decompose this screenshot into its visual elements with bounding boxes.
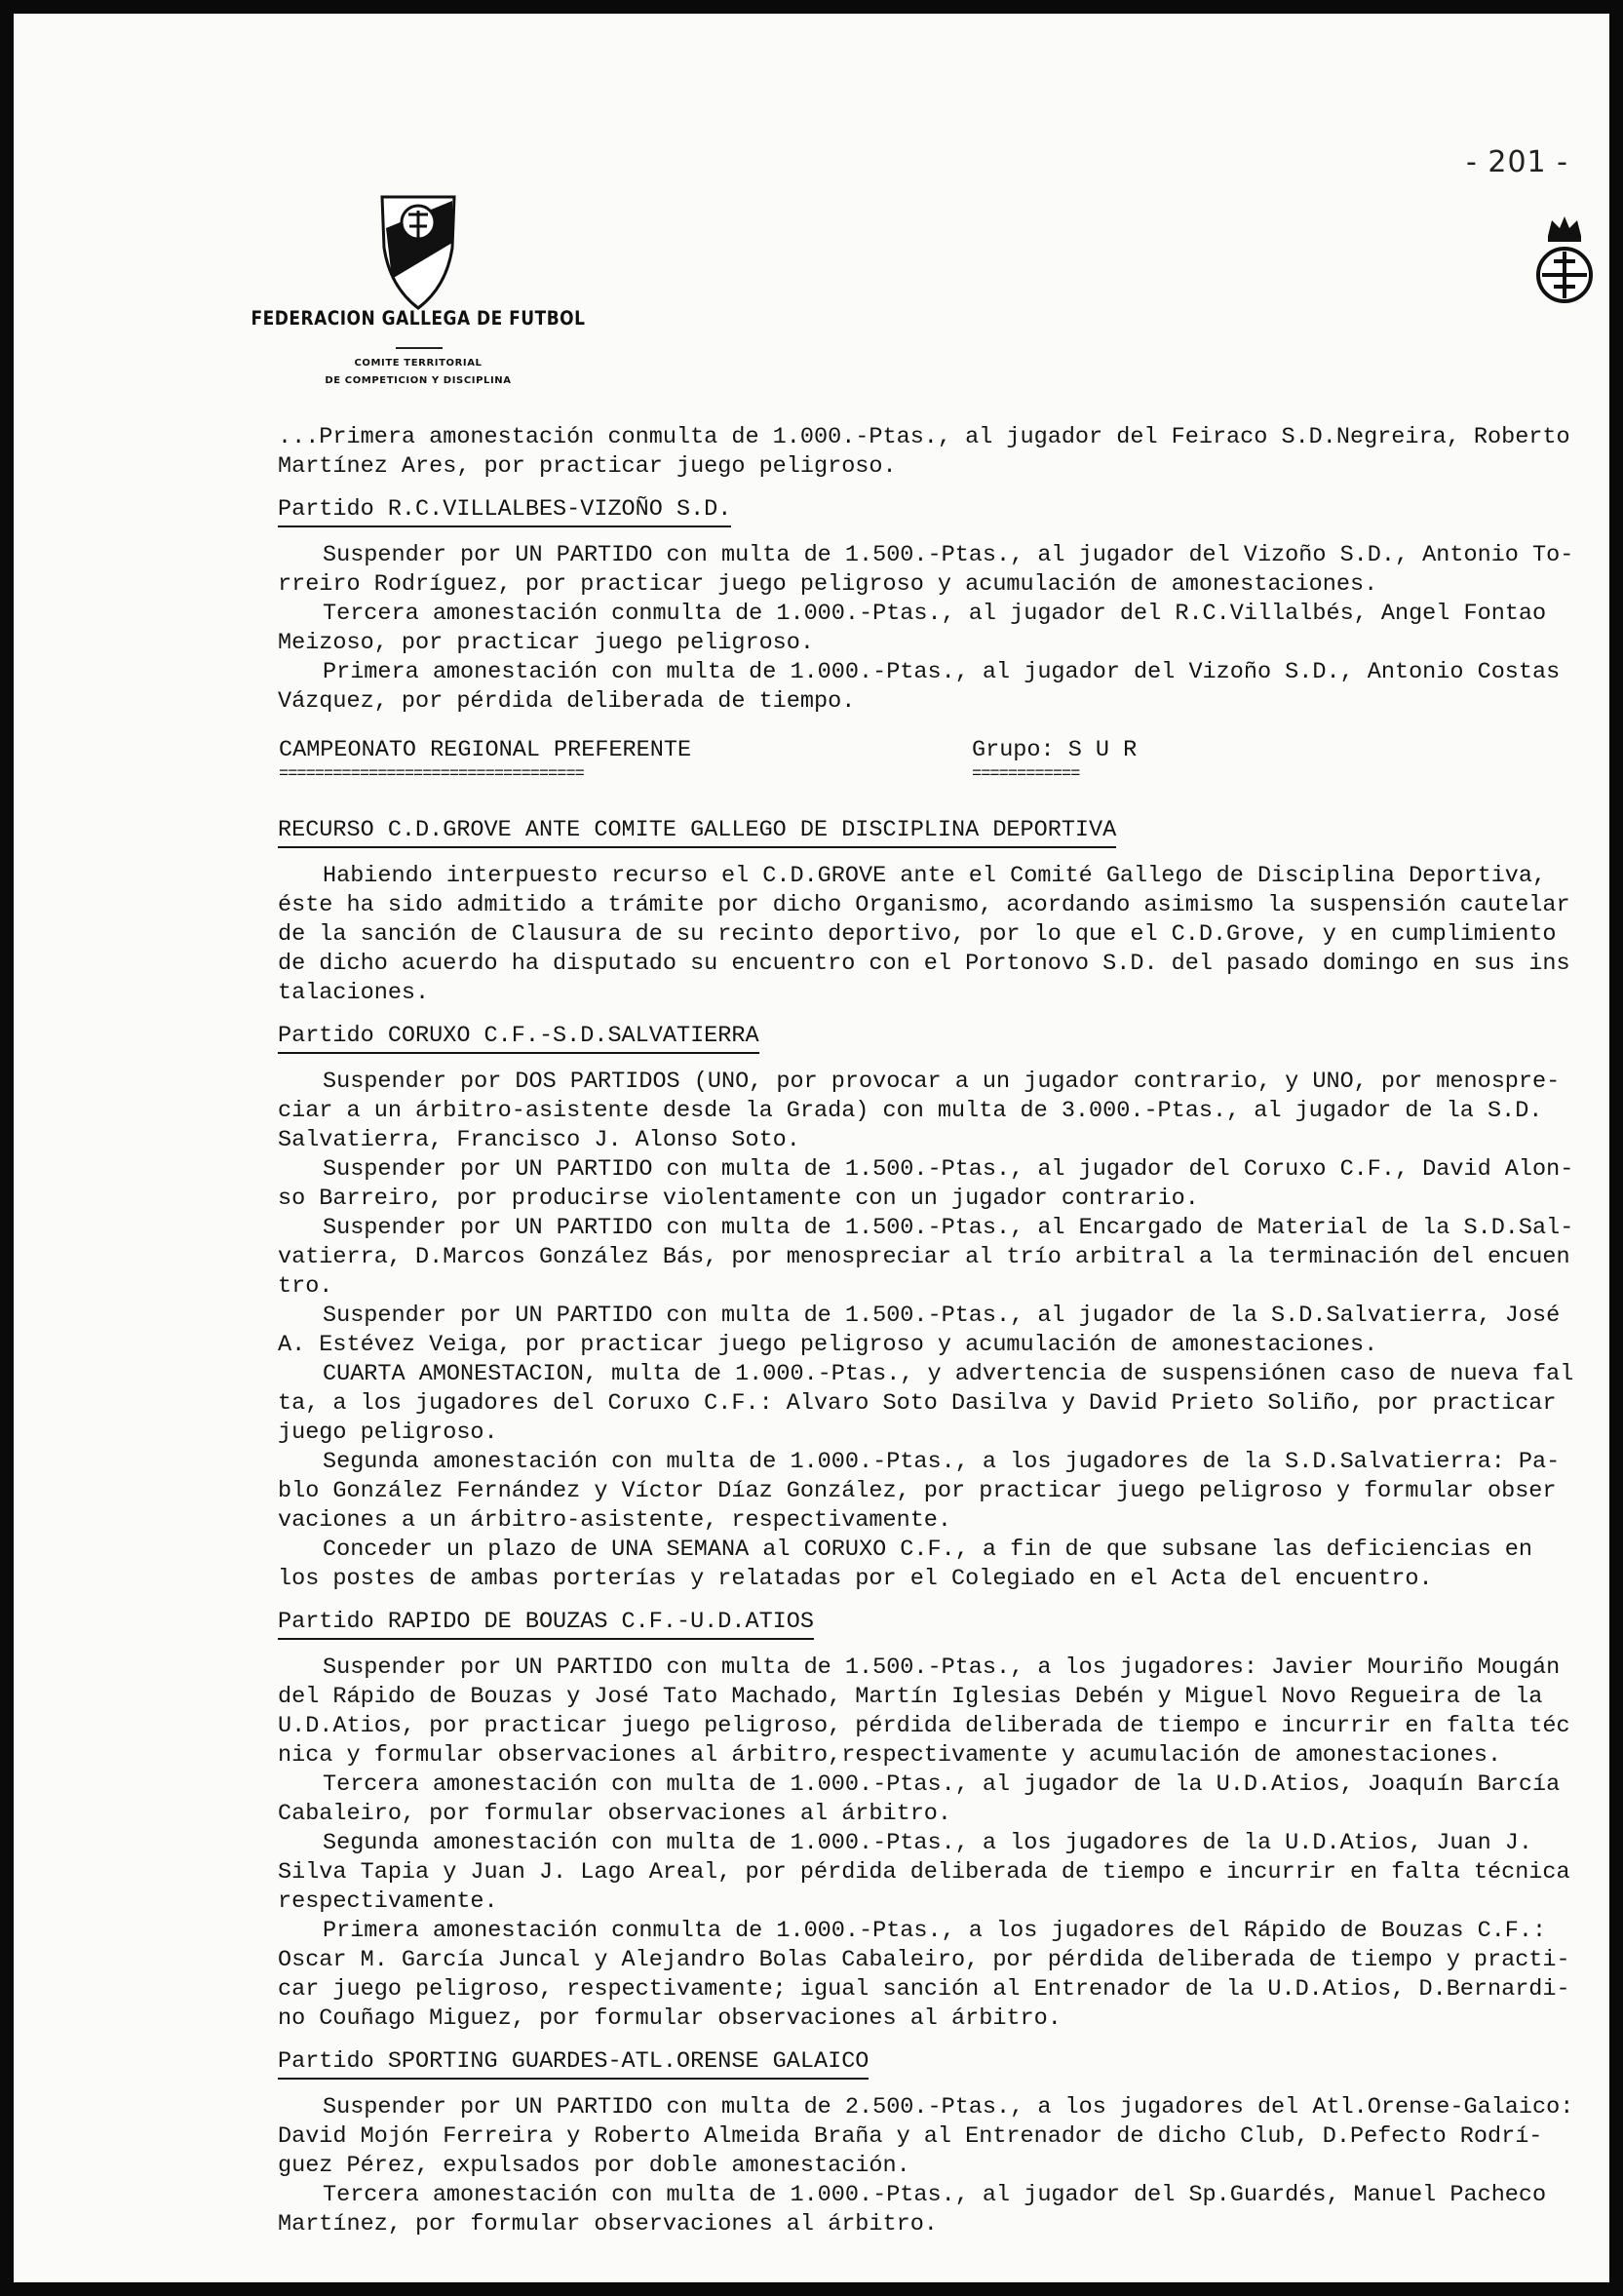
section — [278, 816, 1594, 1008]
paragraph-line: los postes de ambas porterías y relatadas por el Colegiado en el Acta del encuentro. — [278, 1566, 1433, 1592]
paragraph — [278, 1068, 1594, 1155]
championship-title: CAMPEONATO REGIONAL PREFERENTE — [279, 737, 692, 763]
paragraph-line: Tercera amonestación conmulta de 1.000.-Ptas., al jugador del R.C.Villalbés, Angel Fontao — [323, 601, 1547, 627]
paragraph — [278, 1829, 1594, 1917]
paragraph-line: Suspender por UN PARTIDO con multa de 1.500.-Ptas., al jugador del Vizoño S.D., Antonio To- — [323, 542, 1574, 568]
championship-group: Grupo: S U R — [972, 737, 1138, 763]
paragraph-line: tro. — [278, 1273, 333, 1300]
championship-title-block — [279, 736, 691, 785]
intro-line: Martínez Ares, por practicar juego peligroso. — [278, 453, 897, 480]
paragraph — [278, 1917, 1594, 2034]
paragraph-line: Suspender por UN PARTIDO con multa de 1.500.-Ptas., al jugador de la S.D.Salvatierra, José — [323, 1303, 1561, 1329]
paragraph-line: A. Estévez Veiga, por practicar juego peligroso y acumulación de amonestaciones. — [278, 1332, 1378, 1358]
paragraph-line: Segunda amonestación con multa de 1.000.-Ptas., a los jugadores de la S.D.Salvatierra: Pa- — [323, 1449, 1561, 1475]
paragraph-line: talaciones. — [278, 980, 430, 1006]
committee-line-1: COMITE TERRITORIAL — [354, 358, 483, 369]
championship-group-block — [972, 736, 1137, 785]
paragraph-line: no Couñago Miguez, por formular observaciones al árbitro. — [278, 2005, 1062, 2032]
paragraph-line: David Mojón Ferreira y Roberto Almeida Braña y al Entrenador de dicho Club, D.Pefecto Rodrí- — [278, 2123, 1543, 2150]
paragraph-line: rreiro Rodríguez, por practicar juego peligroso y acumulación de amonestaciones. — [278, 571, 1378, 598]
section-heading: Partido RAPIDO DE BOUZAS C.F.-U.D.ATIOS — [278, 1608, 814, 1640]
paragraph-line: Suspender por DOS PARTIDOS (UNO, por provocar a un jugador contrario, y UNO, por menospre- — [323, 1069, 1561, 1095]
logo-divider — [396, 347, 443, 349]
paragraph-line: del Rápido de Bouzas y José Tato Machado, Martín Iglesias Debén y Miguel Novo Regueira de la — [278, 1684, 1543, 1710]
paragraph-line: vatierra, D.Marcos González Bás, por menospreciar al trío arbitral a la terminación del encuen — [278, 1244, 1570, 1270]
federation-name: FEDERACION GALLEGA DE FUTBOL — [251, 307, 586, 331]
paragraph — [278, 541, 1594, 600]
paragraph-line: Suspender por UN PARTIDO con multa de 1.500.-Ptas., al jugador del Coruxo C.F., David Alon- — [323, 1156, 1574, 1183]
paragraph-line: U.D.Atios, por practicar juego peligroso, pérdida deliberada de tiempo e incurrir en falta téc — [278, 1713, 1570, 1739]
paragraph-line: de dicho acuerdo ha disputado su encuentro con el Portonovo S.D. del pasado domingo en sus ins — [278, 951, 1570, 977]
paragraph-line: nica y formular observaciones al árbitro,respectivamente y acumulación de amonestaciones. — [278, 1742, 1502, 1769]
committee-line-2: DE COMPETICION Y DISCIPLINA — [325, 375, 512, 386]
paragraph-line: blo González Fernández y Víctor Díaz González, por practicar juego peligroso y formular obser — [278, 1478, 1557, 1504]
section-heading: Partido CORUXO C.F.-S.D.SALVATIERRA — [278, 1022, 759, 1054]
championship-header — [278, 736, 1594, 798]
section — [278, 1608, 1594, 2034]
document-body — [278, 423, 1594, 2239]
shield-emblem-icon — [376, 189, 460, 311]
section-heading-block — [278, 1022, 1594, 1054]
paragraph — [278, 1155, 1594, 1214]
championship-group-rule: ============ — [972, 765, 1080, 784]
paragraph-line: Tercera amonestación con multa de 1.000.-Ptas., al jugador del Sp.Guardés, Manuel Pacheco — [323, 2182, 1547, 2208]
championship-title-rule: ================================== — [279, 765, 584, 784]
paragraph — [278, 1536, 1594, 1594]
paragraph-line: Habiendo interpuesto recurso el C.D.GROVE ante el Comité Gallego de Disciplina Deportiva, — [323, 863, 1547, 889]
paragraph-line: Suspender por UN PARTIDO con multa de 1.500.-Ptas., al Encargado de Material de la S.D.Sal- — [323, 1215, 1574, 1241]
section-heading-block — [278, 816, 1594, 848]
intro-paragraph — [278, 423, 1594, 482]
paragraph-line: Segunda amonestación con multa de 1.000.-Ptas., a los jugadores de la U.D.Atios, Juan J. — [323, 1830, 1533, 1856]
sections-before — [278, 495, 1594, 717]
paragraph — [278, 2181, 1594, 2239]
section-heading: Partido R.C.VILLALBES-VIZOÑO S.D. — [278, 495, 731, 527]
paragraph — [278, 1214, 1594, 1302]
section-heading-block — [278, 495, 1594, 527]
section-heading-block — [278, 1608, 1594, 1640]
paragraph-line: Martínez, por formular observaciones al árbitro. — [278, 2211, 938, 2238]
paragraph — [278, 600, 1594, 658]
section-heading: Partido SPORTING GUARDES-ATL.ORENSE GALAICO — [278, 2047, 869, 2080]
paragraph-line: car juego peligroso, respectivamente; igual sanción al Entrenador de la U.D.Atios, D.Bernardi- — [278, 1976, 1570, 2003]
section-heading-block — [278, 2047, 1594, 2080]
page-number: - 201 - — [1466, 145, 1568, 179]
section — [278, 2047, 1594, 2239]
paragraph-line: Tercera amonestación con multa de 1.000.-Ptas., al jugador de la U.D.Atios, Joaquín Barcía — [323, 1771, 1561, 1798]
paragraph-line: ta, a los jugadores del Coruxo C.F.: Alvaro Soto Dasilva y David Prieto Soliño, por practicar — [278, 1390, 1557, 1417]
paragraph-line: Cabaleiro, por formular observaciones al árbitro. — [278, 1801, 952, 1827]
paragraph-line: Suspender por UN PARTIDO con multa de 2.500.-Ptas., a los jugadores del Atl.Orense-Galaico: — [323, 2094, 1574, 2121]
paragraph — [278, 1448, 1594, 1536]
paragraph-line: Primera amonestación conmulta de 1.000.-Ptas., a los jugadores del Rápido de Bouzas C.F.: — [323, 1918, 1547, 1944]
paragraph-line: Vázquez, por pérdida deliberada de tiempo. — [278, 688, 856, 715]
paragraph — [278, 658, 1594, 717]
paragraph-line: Meizoso, por practicar juego peligroso. — [278, 630, 814, 656]
paragraph — [278, 1360, 1594, 1448]
paragraph-line: juego peligroso. — [278, 1420, 498, 1446]
paragraph-line: vaciones a un árbitro-asistente, respectivamente. — [278, 1507, 952, 1534]
paragraph-line: Salvatierra, Francisco J. Alonso Soto. — [278, 1127, 800, 1153]
section-heading: RECURSO C.D.GROVE ANTE COMITE GALLEGO DE DISCIPLINA DEPORTIVA — [278, 816, 1116, 848]
paragraph-line: de la sanción de Clausura de su recinto deportivo, por lo que el C.D.Grove, y en cumplimiento — [278, 921, 1557, 948]
paragraph-line: so Barreiro, por producirse violentamente con un jugador contrario. — [278, 1186, 1199, 1212]
paragraph — [278, 1654, 1594, 1771]
paragraph-line: Suspender por UN PARTIDO con multa de 1.500.-Ptas., a los jugadores: Javier Mouriño Mougán — [323, 1654, 1561, 1681]
paragraph — [278, 2093, 1594, 2181]
paragraph-line: Silva Tapia y Juan J. Lago Areal, por pérdida deliberada de tiempo e incurrir en falta técnica — [278, 1859, 1570, 1886]
intro-line: ...Primera amonestación conmulta de 1.000.-Ptas., al jugador del Feiraco S.D.Negreira, Roberto — [278, 424, 1570, 450]
rfef-crown-emblem — [1534, 213, 1595, 315]
paragraph — [278, 1302, 1594, 1360]
paragraph-line: guez Pérez, expulsados por doble amonestación. — [278, 2153, 910, 2179]
paragraph — [278, 862, 1594, 1008]
section — [278, 1022, 1594, 1594]
paragraph-line: Conceder un plazo de UNA SEMANA al CORUXO C.F., a fin de que subsane las deficiencias en — [323, 1537, 1533, 1563]
paragraph-line: CUARTA AMONESTACION, multa de 1.000.-Ptas., y advertencia de suspensiónen caso de nueva fal — [323, 1361, 1574, 1387]
crown-emblem-icon — [1534, 213, 1595, 310]
section — [278, 495, 1594, 717]
sections-after — [278, 816, 1594, 2239]
paragraph — [278, 1771, 1594, 1829]
paragraph-line: ciar a un árbitro-asistente desde la Grada) con multa de 3.000.-Ptas., al jugador de la S.D. — [278, 1098, 1543, 1124]
federation-logo — [248, 179, 589, 404]
paragraph-line: éste ha sido admitido a trámite por dicho Organismo, acordando asimismo la suspensión cautelar — [278, 892, 1570, 918]
paragraph-line: Oscar M. García Juncal y Alejandro Bolas Cabaleiro, por pérdida deliberada de tiempo y practi- — [278, 1947, 1570, 1973]
paragraph-line: Primera amonestación con multa de 1.000.-Ptas., al jugador del Vizoño S.D., Antonio Costas — [323, 659, 1561, 685]
document-page — [14, 14, 1609, 2282]
paragraph-line: respectivamente. — [278, 1888, 498, 1915]
